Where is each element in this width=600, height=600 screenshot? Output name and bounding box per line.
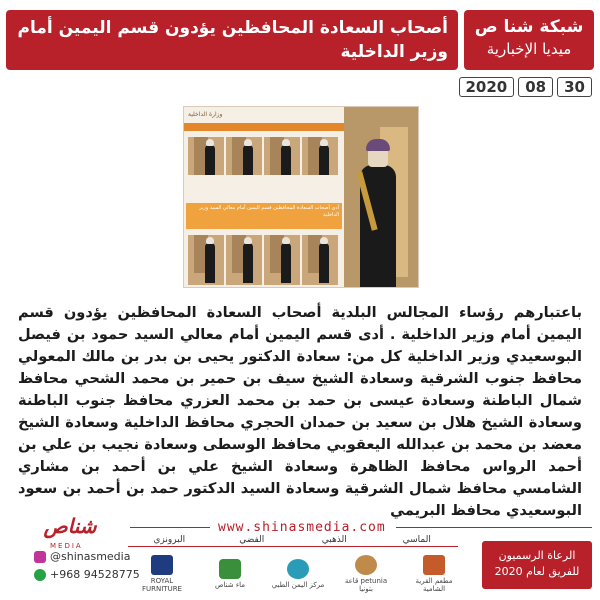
sponsors-title bbox=[482, 541, 592, 589]
brand-name-line1: شبكة شنا ص bbox=[474, 17, 584, 37]
collage-thumb bbox=[226, 235, 262, 285]
footer-logo: شناص bbox=[43, 514, 97, 538]
sponsor-logo[interactable] bbox=[405, 555, 463, 593]
collage-thumb bbox=[188, 235, 224, 285]
sponsor-logo[interactable] bbox=[269, 559, 327, 589]
sponsor-logos bbox=[128, 553, 468, 595]
furniture-logo-icon bbox=[151, 555, 173, 575]
sponsors-title-line1: الرعاة الرسميون bbox=[498, 549, 576, 562]
sponsor-logo[interactable] bbox=[133, 555, 191, 593]
headline: أصحاب السعادة المحافظين يؤدون قسم اليمين أمام وزير الداخلية bbox=[17, 18, 448, 62]
social-contacts bbox=[34, 548, 140, 584]
sponsors-section bbox=[128, 535, 598, 597]
date-year: 2020 bbox=[459, 77, 515, 97]
sponsor-tiers bbox=[128, 535, 458, 547]
sponsor-name: ماء شناص bbox=[215, 581, 245, 589]
photo-caption: أدى أصحاب السعادة المحافظين قسم اليمين أمام معالي السيد وزير الداخلية bbox=[186, 203, 342, 229]
tier-silver: الفضي bbox=[211, 535, 294, 547]
minister-turban bbox=[366, 139, 390, 151]
sponsor-name: petunia قاعة بتونيا bbox=[344, 577, 388, 593]
header bbox=[0, 0, 600, 68]
news-photo bbox=[183, 106, 419, 288]
restaurant-logo-icon bbox=[423, 555, 445, 575]
medical-logo-icon bbox=[287, 559, 309, 579]
sponsor-name: ROYAL FURNITURE bbox=[141, 577, 182, 593]
tier-gold: الذهبي bbox=[293, 535, 376, 547]
brand-box bbox=[464, 10, 594, 70]
water-logo-icon bbox=[219, 559, 241, 579]
instagram-contact[interactable] bbox=[34, 548, 140, 566]
whatsapp-icon bbox=[34, 569, 46, 581]
collage-thumb bbox=[302, 235, 338, 285]
divider bbox=[396, 527, 592, 528]
footer-logo-sub: MEDIA bbox=[50, 542, 83, 550]
collage-thumb bbox=[264, 235, 300, 285]
flower-logo-icon bbox=[355, 555, 377, 575]
date bbox=[459, 77, 593, 97]
tier-bronze: البرونزي bbox=[128, 535, 211, 547]
sponsor-name: مطعم القرية الشامية bbox=[415, 577, 453, 593]
instagram-icon bbox=[34, 551, 46, 563]
collage-thumb bbox=[188, 137, 224, 175]
photo-banner-stripe bbox=[184, 123, 344, 131]
headline-bar bbox=[6, 10, 458, 70]
collage-thumb bbox=[226, 137, 262, 175]
collage-thumb bbox=[264, 137, 300, 175]
sponsor-name: مركز اليمن الطبي bbox=[271, 581, 325, 589]
ministry-logo-text: وزارة الداخلية bbox=[188, 111, 223, 118]
website-link[interactable]: www.shinasmedia.com bbox=[218, 520, 386, 535]
date-day: 30 bbox=[557, 77, 592, 97]
footer bbox=[0, 512, 600, 600]
divider bbox=[130, 527, 210, 528]
tier-diamond: الماسي bbox=[376, 535, 459, 547]
collage-thumb bbox=[302, 137, 338, 175]
social-handle: @shinasmedia bbox=[50, 550, 131, 563]
date-month: 08 bbox=[518, 77, 553, 97]
article-body: باعتبارهم رؤساء المجالس البلدية أصحاب السعادة المحافظين يؤدون قسم اليمين أمام وزير الداخلية . أدى قسم اليمين أمام معالي السيد حمود بن فيصل البوسعيدي وزير الداخلية كل من: سعادة الدكتور يحيى بن بدر بن مالك المعولي محافظ جنوب الشرقية وسعادة الشيخ سيف بن حمير بن محمد الشحي محافظ شمال الباطنة وسعادة عيسى بن حمد بن محمد العزري محافظ جنوب الباطنة وسعادة الشيخ هلال بن سعيد بن حمدان الحجري محافظ الداخلية وسعادة الشيخ معضد بن محمد بن عبدالله اليعقوبي محافظ الوسطى وسعادة نجيب بن علي بن أحمد الرواس محافظ الظاهرة وسعادة الشيخ علي بن أحمد بن مشاري الشامسي محافظ شمال الشرقية وسعادة السيد الدكتور حمد بن أحمد بن سعود البوسعيدي محافظ البريمي bbox=[18, 304, 582, 519]
whatsapp-contact[interactable] bbox=[34, 566, 140, 584]
phone-number: +968 94528775 bbox=[50, 568, 140, 581]
sponsor-logo[interactable] bbox=[337, 555, 395, 593]
brand-name-line2: ميديا الإخبارية bbox=[486, 40, 572, 58]
sponsors-title-line2: للفريق لعام 2020 bbox=[494, 565, 580, 578]
sponsor-logo[interactable] bbox=[201, 559, 259, 589]
